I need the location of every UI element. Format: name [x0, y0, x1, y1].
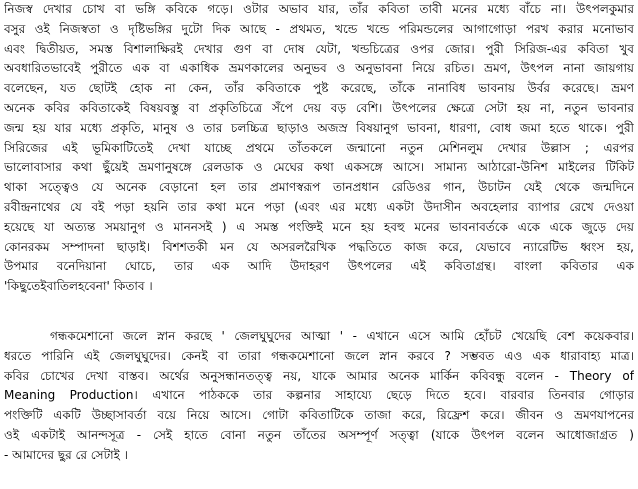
paragraph-1-line: উপমার বনেদিয়ানা ঘোচে, তার এক আদি উদাহরণ উৎপলের এই কবিতাগ্রন্থ। বাংলা কবিতার এক	[4, 259, 634, 274]
paragraph-1-line: জন্ম হয় যার মধ্যে প্রকৃতি, মানুষ ও তার চলচ্চিত্র ছাড়াও অজস্র বিষয়ানুগ ভাবনা, ধারণা, বোধ জমা হতে থাকে। পুরী	[4, 120, 634, 135]
paragraph-1-line: এবং দ্বিতীয়ত, সমস্ত বিশালাক্ষিরই দেখার গুণ বা দোষ যেটা, খন্ডচিত্রের ওপর জোর। পুরী সিরিজ-এর কবিতা খুব	[4, 41, 634, 56]
paragraph-1-line: থাকা সত্ত্বেও যে অনেক বেড়ানো হল তার প্রমাণস্বরূপ তানপ্রধান রেডিওর গান, উচাটন যেই থেকে জন্মদিনে	[4, 180, 634, 195]
paragraph-2-line: ওই একটাই আনন্দসূত্র - সেই হাতে বোনা নতুন তাঁতের অসম্পূর্ণ সত্ত্বা (যাকে উৎপল বলেন আধোজাগ্রত )	[4, 427, 634, 442]
paragraph-1	[4, 0, 634, 297]
paragraph-1-line: বলেছেন, যত ছোটই হোক না কেন, তাঁর কবিতাকে পুষ্ট করেছে, তাঁকে নানাবিধ ভাবনায় উর্বর করেছে। ভ্রমণ	[4, 81, 634, 96]
paragraph-2-line: - আমাদের ছুর রে সেটাই ।	[4, 447, 128, 462]
paragraph-1-line: কোনরকম সম্পাদনা ছাড়াই। বিশশতকী মন যে অসরলরৈখিক পদ্ধতিতে কাজ করে, যেভাবে ন্যারেটিভ ধ্বংস হয়,	[4, 239, 634, 254]
paragraph-1-line: 'কিছুতেইবাতিলহবেনা' কিতাব ।	[4, 279, 153, 294]
paragraph-1-line: ভালোবাসার কথা ছুঁয়েই ভ্রমণানুষঙ্গে রেলডাক ও মেঘের কথা একসঙ্গে আসে। সামান্য আঠারো-উনিশ মাইলের টিকিট	[4, 160, 634, 175]
paragraph-2	[4, 327, 634, 466]
paragraph-1-line: অনেক কবির কবিতাকেই বিষয়বস্তু বা প্রকৃতিচিত্রে সঁপে দেয় বড় বেশি। উৎপলের ক্ষেত্রে সেটা হয় না, নতুন ভাবনার	[4, 100, 634, 115]
paragraph-2-line: পংক্তিটি একটি উচ্ছাসাবর্তা বয়ে নিয়ে আসে। গোটা কবিতাটিকে তাজা করে, রিফ্রেশ করে। জীবন ও ভ্রমণযাপনের	[4, 408, 634, 423]
paragraph-2-line: কবির চোখের দেখা বাস্তব। অর্থের অনুসন্ধানতত্ত্ব নয়, যাকে আমার অনেক মার্কিন কবিবন্ধু বলেন - Theory of	[4, 368, 634, 383]
paragraph-1-line: সিরিজের এই ভূমিকাটিতেই দেখা যাচ্ছে প্রথমে তাঁতকলে জন্মানো নতুন মেশিনলুম দেখার উল্লাস ; এরপর	[4, 140, 634, 155]
paragraph-1-line: রবীন্দ্রনাথের যে বই পড়া হয়নি তার কথা মনে পড়া (এবং এর মধ্যে একটা উদাসীন অবহেলার ব্যাপার রেখে দেওয়া	[4, 199, 634, 214]
paragraph-2-line: গন্ধকমেশানো জলে স্নান করছে ' জেলঘুঘুদের আত্মা ' - এখানে এসে আমি হোঁচট খেয়েছি বেশ কয়েকবার।	[50, 328, 634, 343]
paragraph-1-line: নিজস্ব দেখার চোখ বা ভঙ্গি কবিকে গড়ে। ওটার অভাব যার, তাঁর কবিতা তাবী মনের মধ্যে বাঁচে না। উৎপলকুমার	[4, 2, 634, 16]
paragraph-1-line: হয়েছে যা অত্যন্ত সময়ানুগ ও মাননসই ) এ সমস্ত পংক্তিই মনে হয় হবহু মনের ভাবনাবর্তকে একে একে জুড়ে দেয়	[4, 219, 634, 234]
paragraph-1-line: অবধারিতভাবেই পুরীতে এক বা একাধিক ভ্রমণকালের অনুভব ও অনুভাবনা নিয়ে রচিত। ভ্রমণ, উৎপল নানা জায়গায়	[4, 61, 634, 76]
paragraph-2-line: Meaning Production। এখানে পাঠককে তার কল্পনার সাহায্যে ছেড়ে দিতে হবে। বারবার তিনবার গোড়ার	[4, 388, 634, 403]
paragraph-1-line: বসুর ওই নিজস্বতা ও দৃষ্টিভঙ্গির দুটো দিক আছে - প্রথমত, খন্ডে খন্ডে পরিমন্ডলের আগাগোড়া পরখ করার মনোভাব	[4, 21, 634, 36]
document-page	[4, 0, 634, 489]
paragraph-2-line: ধরতে পারিনি এই জেলঘুঘুদের। কেনই বা তারা গন্ধকমেশানো জলে স্নান করবে ? সম্ভবত এও এক ধারাবাহ্য মাত্র।	[4, 348, 634, 363]
